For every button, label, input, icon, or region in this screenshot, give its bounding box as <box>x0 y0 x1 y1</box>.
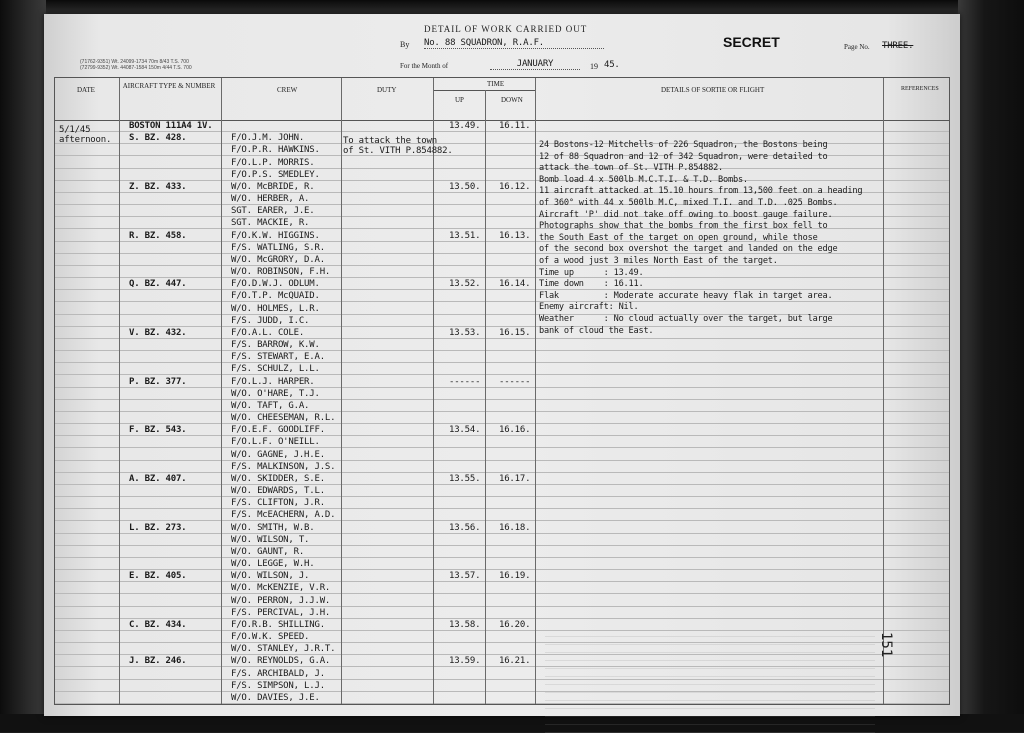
crew-cell: F/O.P.R. HAWKINS. <box>231 145 320 156</box>
time-down-cell: 16.16. <box>499 425 531 436</box>
crew-cell: W/O. PERRON, J.J.W. <box>231 595 331 606</box>
col-line <box>485 90 486 704</box>
crew-cell: W/O. HOLMES, L.R. <box>231 303 320 314</box>
time-down-cell: ------ <box>499 376 531 387</box>
crew-cell: F/O.L.J. HARPER. <box>231 376 315 387</box>
table-row <box>55 473 949 485</box>
col-references: REFERENCES <box>901 86 939 92</box>
col-down: DOWN <box>501 96 523 104</box>
table-row <box>55 339 949 351</box>
crew-cell: F/S. STEWART, E.A. <box>231 352 325 363</box>
aircraft-cell: P. BZ. 377. <box>129 376 187 387</box>
classification-stamp: SECRET <box>723 34 780 50</box>
crew-cell: W/O. LEGGE, W.H. <box>231 559 315 569</box>
aircraft-cell: C. BZ. 434. <box>129 619 187 630</box>
form-code-1: (71762-9351) Wt. 24099-1734 70m 8/43 T.S. 700 <box>80 59 189 65</box>
time-down-cell: 16.18. <box>499 522 531 533</box>
by-label: By <box>400 40 410 49</box>
table-row <box>55 376 949 388</box>
col-crew: CREW <box>277 86 298 94</box>
table-row <box>55 449 949 461</box>
details-line: 11 aircraft attacked at 15.10 hours from 13,500 feet on a heading <box>539 186 863 197</box>
crew-cell: F/S. BARROW, K.W. <box>231 340 320 350</box>
table-row <box>55 522 949 534</box>
details-line: attack the town of St. VITH P.854882. <box>539 163 724 174</box>
time-down-cell: 16.15. <box>499 327 531 338</box>
table-row <box>55 497 949 509</box>
sortie-date: 5/1/45 afternoon. <box>59 125 112 145</box>
crew-cell: F/S. PERCIVAL, J.H. <box>231 607 331 618</box>
details-line: Flak : Moderate accurate heavy flak in target area. <box>539 290 833 301</box>
time-down-cell: 16.17. <box>499 473 531 484</box>
crew-cell: F/S. JUDD, I.C. <box>231 315 310 326</box>
table-row <box>55 509 949 521</box>
time-up-cell: 13.50. <box>449 181 481 192</box>
crew-cell: W/O. STANLEY, J.R.T. <box>231 644 336 655</box>
table-row <box>55 485 949 497</box>
crew-cell: W/O. CHEESEMAN, R.L. <box>231 413 336 423</box>
crew-cell: W/O. McKENZIE, V.R. <box>231 583 331 594</box>
time-up-cell: 13.59. <box>449 656 481 667</box>
crew-cell: W/O. GAGNE, J.H.E. <box>231 449 325 460</box>
crew-cell: W/O. REYNOLDS, G.A. <box>231 656 331 667</box>
details-line: Enemy aircraft: Nil. <box>539 302 639 313</box>
crew-cell: W/O. TAFT, G.A. <box>231 400 310 411</box>
aircraft-cell: A. BZ. 407. <box>129 473 187 484</box>
aircraft-cell: J. BZ. 246. <box>129 656 187 667</box>
table-row <box>55 558 949 570</box>
crew-cell: F/S. CLIFTON, J.R. <box>231 498 325 509</box>
details-line: of the second box overshot the target and landed on the edge <box>539 244 838 255</box>
crew-cell: F/O.J.M. JOHN. <box>231 133 305 144</box>
squadron-name: No. 88 SQUADRON, R.A.F. <box>424 38 604 49</box>
crew-cell: F/O.K.W. HIGGINS. <box>231 230 320 241</box>
col-line <box>119 78 120 704</box>
folio-number: 151 <box>878 632 894 658</box>
details-line: of 360° with 44 x 500lb M.C, mixed T.I. and T.D. .025 Bombs. <box>539 197 838 208</box>
crew-cell: F/S. McEACHERN, A.D. <box>231 510 336 521</box>
crew-cell: F/S. MALKINSON, J.S. <box>231 461 336 472</box>
aircraft-cell: V. BZ. 432. <box>129 327 187 338</box>
crew-cell: W/O. GAUNT, R. <box>231 546 305 557</box>
crew-cell: W/O. WILSON, J. <box>231 571 310 582</box>
time-up-cell: 13.51. <box>449 230 481 241</box>
microfilm-border-left <box>0 0 46 732</box>
col-line <box>341 78 342 704</box>
crew-cell: F/O.T.P. McQUAID. <box>231 291 320 302</box>
crew-cell: F/O.D.W.J. ODLUM. <box>231 279 320 290</box>
crew-cell: F/O.P.S. SMEDLEY. <box>231 169 320 180</box>
table-row <box>55 436 949 448</box>
crew-cell: F/O.A.L. COLE. <box>231 327 305 338</box>
time-up-cell: 13.55. <box>449 473 481 484</box>
crew-cell: W/O. SKIDDER, S.E. <box>231 473 325 484</box>
table-row <box>55 582 949 594</box>
crew-cell: F/S. SIMPSON, L.J. <box>231 680 325 691</box>
crew-cell: W/O. ROBINSON, F.H. <box>231 267 331 277</box>
month-value: JANUARY <box>490 59 580 70</box>
time-down-cell: 16.12. <box>499 181 531 192</box>
time-up-cell: 13.57. <box>449 571 481 582</box>
aircraft-cell: R. BZ. 458. <box>129 230 187 241</box>
crew-cell: F/S. ARCHIBALD, J. <box>231 668 325 679</box>
time-up-cell: 13.52. <box>449 279 481 290</box>
details-line: Aircraft 'P' did not take off owing to boost gauge failure. <box>539 209 833 220</box>
crew-cell: F/O.L.P. MORRIS. <box>231 157 315 168</box>
time-up-cell: 13.49. <box>449 121 481 131</box>
time-down-cell: 16.13. <box>499 230 531 241</box>
crew-cell: W/O. McGRORY, D.A. <box>231 254 325 265</box>
time-down-cell: 16.19. <box>499 571 531 582</box>
crew-cell: F/O.R.B. SHILLING. <box>231 619 325 630</box>
aircraft-cell: L. BZ. 273. <box>129 522 187 533</box>
time-down-cell: 16.20. <box>499 619 531 630</box>
month-label: For the Month of <box>400 62 449 70</box>
duty-text: To attack the town of St. VITH P.854882. <box>343 136 453 156</box>
table-row <box>55 120 949 132</box>
col-line <box>221 78 222 704</box>
table-row <box>55 351 949 363</box>
table-row <box>55 595 949 607</box>
crew-cell: W/O. McBRIDE, R. <box>231 181 315 192</box>
year-label: 19 <box>590 62 598 71</box>
col-date: DATE <box>77 86 95 94</box>
crew-cell: W/O. HERBER, A. <box>231 194 310 204</box>
time-up-cell: 13.54. <box>449 425 481 436</box>
crew-cell: W/O. EDWARDS, T.L. <box>231 486 325 496</box>
aircraft-cell: S. BZ. 428. <box>129 133 187 144</box>
year-value: 45. <box>604 60 620 70</box>
col-time: TIME <box>487 80 505 88</box>
time-up-cell: 13.58. <box>449 619 481 630</box>
faint-bleedthrough <box>545 633 875 733</box>
details-line: Photographs show that the bombs from the first box fell to <box>539 221 828 232</box>
col-line <box>883 78 884 704</box>
details-line: bank of cloud the East. <box>539 325 654 336</box>
crew-cell: F/S. WATLING, S.R. <box>231 242 325 253</box>
aircraft-cell: Q. BZ. 447. <box>129 279 187 290</box>
aircraft-cell: Z. BZ. 433. <box>129 181 187 192</box>
details-line: of a wood just 3 miles North East of the target. <box>539 255 778 266</box>
table-row <box>55 546 949 558</box>
aircraft-cell: F. BZ. 543. <box>129 425 187 436</box>
col-line <box>535 78 536 704</box>
page-number-label: Page No. <box>844 43 870 51</box>
time-down-cell: 16.14. <box>499 279 531 290</box>
crew-cell: F/S. SCHULZ, L.L. <box>231 364 320 375</box>
details-line: Bomb load 4 x 500lb M.C.T.I. & T.D. Bombs. <box>539 174 748 185</box>
table-header <box>55 78 949 121</box>
table-row <box>55 534 949 546</box>
table-row <box>55 424 949 436</box>
crew-cell: W/O. DAVIES, J.E. <box>231 692 320 703</box>
col-aircraft: AIRCRAFT TYPE & NUMBER <box>122 82 216 90</box>
sortie-details <box>539 140 862 337</box>
crew-cell: W/O. SMITH, W.B. <box>231 522 315 533</box>
crew-cell: F/O.L.F. O'NEILL. <box>231 437 320 448</box>
time-up-cell: 13.53. <box>449 327 481 338</box>
details-line: Time down : 16.11. <box>539 279 644 290</box>
crew-cell: SGT. EARER, J.E. <box>231 206 315 217</box>
crew-cell: F/O.W.K. SPEED. <box>231 632 310 642</box>
col-duty: DUTY <box>377 86 397 94</box>
table-row <box>55 570 949 582</box>
col-line <box>433 78 434 704</box>
details-line: Weather : No cloud actually over the target, but large <box>539 313 833 324</box>
col-up: UP <box>455 96 464 104</box>
table-row <box>55 388 949 400</box>
form-code-2: (72799-9352) Wt. 44087-1584 150m 4/44 T.S. 700 <box>80 65 192 71</box>
time-down-cell: 16.11. <box>499 121 531 131</box>
table-row <box>55 607 949 619</box>
page-number-value: THREE. <box>882 41 914 51</box>
table-row <box>55 363 949 375</box>
table-row <box>55 461 949 473</box>
col-details: DETAILS OF SORTIE OR FLIGHT <box>661 86 765 94</box>
sheet-title: DETAIL OF WORK CARRIED OUT <box>424 24 588 34</box>
details-line: 24 Bostons-12 Mitchells of 226 Squadron, the Bostons being <box>539 140 828 150</box>
crew-cell: F/O.E.F. GOODLIFF. <box>231 425 325 436</box>
time-up-cell: ------ <box>449 376 481 387</box>
aircraft-cell: BOSTON 111A4 1V. <box>129 121 213 131</box>
details-line: 12 of 88 Squadron and 12 of 342 Squadron, were detailed to <box>539 151 828 162</box>
crew-cell: W/O. WILSON, T. <box>231 534 310 545</box>
sortie-table <box>54 77 950 705</box>
crew-cell: W/O. O'HARE, T.J. <box>231 388 320 399</box>
time-up-cell: 13.56. <box>449 522 481 533</box>
details-line: Time up : 13.49. <box>539 267 644 278</box>
time-divider <box>433 90 535 91</box>
crew-cell: SGT. MACKIE, R. <box>231 218 310 229</box>
table-row <box>55 412 949 424</box>
microfilm-border-right <box>958 0 1024 732</box>
aircraft-cell: E. BZ. 405. <box>129 571 187 582</box>
details-line: the South East of the target on open ground, while those <box>539 232 818 243</box>
table-row <box>55 400 949 412</box>
table-row <box>55 619 949 631</box>
time-down-cell: 16.21. <box>499 656 531 667</box>
record-sheet <box>44 14 960 716</box>
